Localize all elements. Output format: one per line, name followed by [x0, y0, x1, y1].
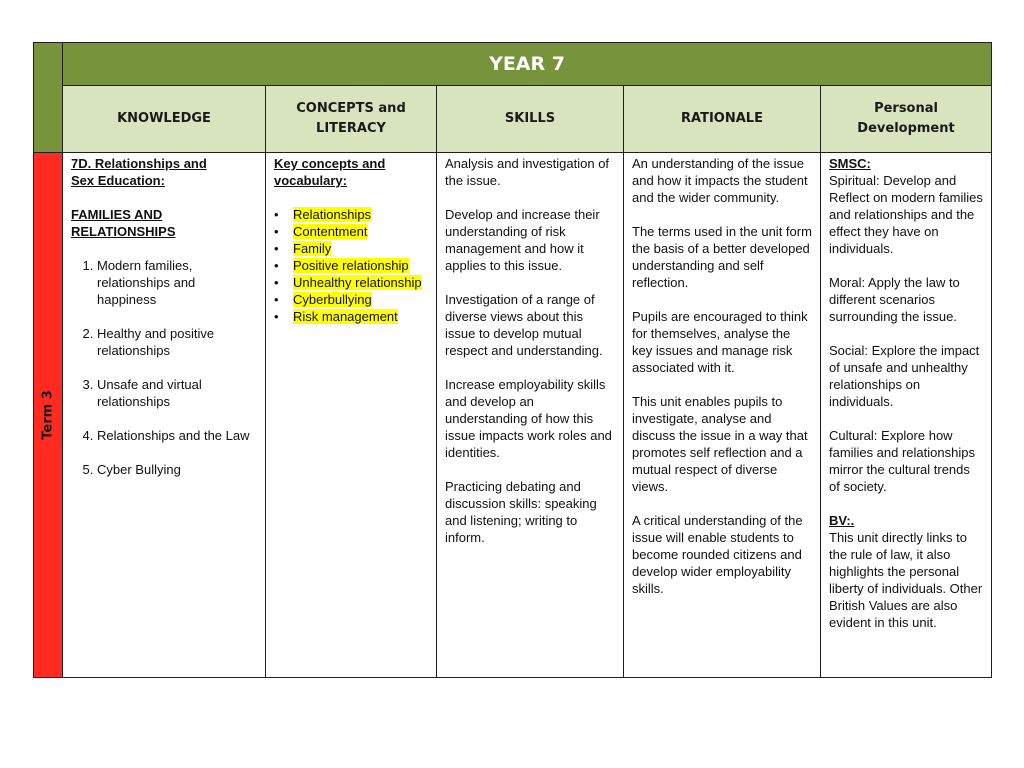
rationale-paragraph: This unit enables pupils to investigate, analyse and discuss the issue in a way that promotes self reflection and a mutual respect of diverse views.	[632, 394, 808, 494]
rationale-paragraph: The terms used in the unit form the basis of a better developed understanding and self reflection.	[632, 224, 812, 290]
skills-paragraph: Analysis and investigation of the issue.	[445, 156, 610, 188]
rationale-paragraph: An understanding of the issue and how it impacts the student and the wider community.	[632, 156, 808, 205]
unit-title-line1: 7D. Relationships and	[71, 156, 207, 171]
vocab-term: Positive relationship	[293, 258, 409, 273]
vocab-item	[293, 206, 429, 223]
header-skills: SKILLS	[437, 86, 624, 153]
unit-title-line2: Sex Education:	[71, 173, 165, 188]
rationale-paragraph: A critical understanding of the issue will enable students to become rounded citizens and develop wider employability skills.	[632, 513, 803, 596]
smsc-heading: SMSC:	[829, 156, 871, 171]
skills-paragraph: Develop and increase their understanding of risk management and how it applies to this issue.	[445, 207, 600, 273]
year-title: YEAR 7	[63, 43, 992, 86]
bv-text: This unit directly links to the rule of law, it also highlights the personal liberty of individuals. Other British Values are also evident in this unit.	[829, 530, 983, 630]
vocab-term: Contentment	[293, 224, 368, 239]
knowledge-cell	[63, 153, 266, 678]
vocab-term: Relationships	[293, 207, 372, 222]
concepts-cell	[266, 153, 437, 678]
knowledge-item: 2. Healthy and positive relationships	[97, 325, 258, 359]
topic-title-line2: RELATIONSHIPS	[71, 224, 176, 239]
skills-paragraph: Increase employability skills and develop an understanding of how this issue impacts work roles and identities.	[445, 377, 612, 460]
personal-cell	[821, 153, 992, 678]
topic-title-line1: FAMILIES AND	[71, 207, 163, 222]
vocab-item	[293, 223, 429, 240]
knowledge-list	[71, 257, 258, 478]
skills-paragraph: Investigation of a range of diverse views about this issue to develop mutual respect and understanding.	[445, 292, 603, 358]
corner-stub	[34, 43, 63, 153]
bv-heading: BV:.	[829, 513, 855, 528]
cultural-text: Cultural: Explore how families and relationships mirror the cultural trends of society.	[829, 428, 975, 494]
vocab-item	[293, 240, 429, 257]
skills-paragraph: Practicing debating and discussion skills: speaking and listening; writing to inform.	[445, 479, 597, 545]
header-personal-line2: Development	[857, 121, 955, 136]
concepts-heading-line2: vocabulary:	[274, 173, 347, 188]
header-personal-line1: Personal	[874, 101, 938, 116]
knowledge-item: 4. Relationships and the Law	[97, 427, 258, 444]
curriculum-table	[33, 42, 992, 678]
vocab-term: Family	[293, 241, 332, 256]
header-rationale: RATIONALE	[624, 86, 821, 153]
rationale-cell	[624, 153, 821, 678]
header-personal	[821, 86, 992, 153]
concepts-heading-line1: Key concepts and	[274, 156, 386, 171]
vocab-term: Risk management	[293, 309, 398, 324]
term-label: Term 3	[40, 390, 56, 440]
header-knowledge: KNOWLEDGE	[63, 86, 266, 153]
vocab-term: Unhealthy relationship	[293, 275, 422, 290]
header-concepts	[266, 86, 437, 153]
vocab-item	[293, 257, 429, 274]
vocab-item	[293, 291, 429, 308]
moral-text: Moral: Apply the law to different scenarios surrounding the issue.	[829, 275, 960, 324]
spiritual-text: Spiritual: Develop and Reflect on modern families and relationships and the effect they have on individuals.	[829, 173, 983, 256]
vocab-item	[293, 274, 429, 291]
knowledge-item: 5. Cyber Bullying	[97, 461, 258, 478]
rationale-paragraph: Pupils are encouraged to think for themselves, analyse the key issues and manage risk associated with it.	[632, 309, 808, 375]
vocab-term: Cyberbullying	[293, 292, 372, 307]
knowledge-item: 1. Modern families, relationships and happiness	[97, 257, 258, 308]
term-cell	[34, 153, 63, 678]
skills-cell	[437, 153, 624, 678]
header-concepts-line1: CONCEPTS and	[296, 101, 406, 116]
header-concepts-line2: LITERACY	[316, 121, 386, 136]
vocab-item	[293, 308, 429, 325]
social-text: Social: Explore the impact of unsafe and unhealthy relationships on individuals.	[829, 343, 980, 409]
vocabulary-list	[274, 206, 429, 325]
knowledge-item: 3. Unsafe and virtual relationships	[97, 376, 258, 410]
